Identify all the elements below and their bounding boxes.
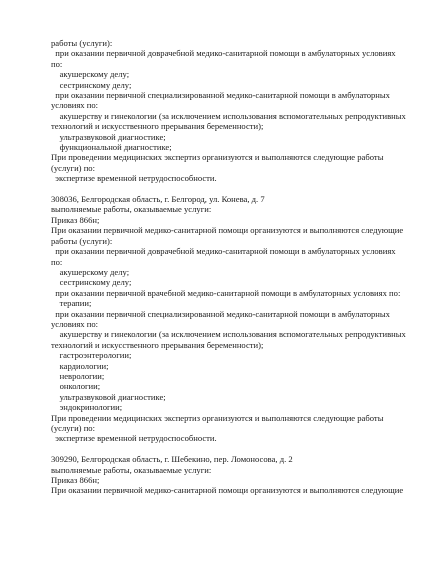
- text-line: по:: [51, 256, 63, 267]
- text-line: работы (услуги):: [51, 38, 113, 48]
- text-line: акушерскому делу;: [51, 69, 130, 80]
- text-line: сестринскому делу;: [51, 277, 132, 288]
- text-line: (услуги) по:: [51, 423, 95, 434]
- text-line: При оказании первичной медико-санитарной помощи организуются и выполняются следующие: [51, 485, 404, 496]
- text-line: по:: [51, 58, 63, 69]
- text-line: при оказании первичной врачебной медико-санитарной помощи в амбулаторных условиях по:: [51, 287, 401, 298]
- text-line: (услуги) по:: [51, 162, 95, 173]
- text-line: технологий и искусственного прерывания беременности);: [51, 121, 264, 132]
- text-line: гастроэнтерологии;: [51, 350, 132, 361]
- text-line: условиях по:: [51, 100, 99, 111]
- text-line: акушерству и гинекологии (за исключением использования вспомогательных репродуктивных: [51, 329, 406, 340]
- text-line: выполняемые работы, оказываемые услуги:: [51, 464, 212, 475]
- text-line: экспертизе временной нетрудоспособности.: [51, 433, 217, 444]
- text-line: кардиологии;: [51, 360, 109, 371]
- text-line: онкологии;: [51, 381, 101, 392]
- text-line: При оказании первичной медико-санитарной помощи организуются и выполняются следующие: [51, 225, 404, 236]
- text-line: При проведении медицинских экспертиз организуются и выполняются следующие работы: [51, 412, 384, 423]
- text-line: ультразвуковой диагностике;: [51, 131, 166, 142]
- text-line: при оказании первичной специализированной медико-санитарной помощи в амбулаторных: [51, 308, 390, 319]
- text-line: терапии;: [51, 298, 92, 309]
- text-line: функциональной диагностике;: [51, 142, 172, 153]
- text-line: ультразвуковой диагностике;: [51, 391, 166, 402]
- text-line: при оказании первичной доврачебной медико-санитарной помощи в амбулаторных условиях: [51, 246, 396, 257]
- text-line: 308036, Белгородская область, г. Белгород, ул. Конева, д. 7: [51, 194, 265, 205]
- text-line: 309290, Белгородская область, г. Шебекино, пер. Ломоносова, д. 2: [51, 454, 293, 465]
- text-line: акушерству и гинекологии (за исключением использования вспомогательных репродуктивных: [51, 110, 406, 121]
- text-line: работы (услуги):: [51, 235, 113, 246]
- text-line: эндокринологии;: [51, 402, 123, 413]
- text-line: Приказ 866н;: [51, 214, 100, 225]
- text-line: технологий и искусственного прерывания беременности);: [51, 339, 264, 350]
- text-line: акушерскому делу;: [51, 266, 130, 277]
- paragraph-gap: [51, 444, 411, 454]
- text-line: условиях по:: [51, 318, 99, 329]
- paragraph-gap: [51, 184, 411, 194]
- text-line: При проведении медицинских экспертиз организуются и выполняются следующие работы: [51, 152, 384, 163]
- text-line: при оказании первичной доврачебной медико-санитарной помощи в амбулаторных условиях: [51, 48, 396, 59]
- text-line: выполняемые работы, оказываемые услуги:: [51, 204, 212, 215]
- text-line: при оказании первичной специализированной медико-санитарной помощи в амбулаторных: [51, 90, 390, 101]
- document-body: [51, 38, 411, 496]
- text-line: сестринскому делу;: [51, 79, 132, 90]
- text-line: Приказ 866н;: [51, 475, 100, 486]
- text-line: экспертизе временной нетрудоспособности.: [51, 173, 217, 184]
- text-line: неврологии;: [51, 370, 105, 381]
